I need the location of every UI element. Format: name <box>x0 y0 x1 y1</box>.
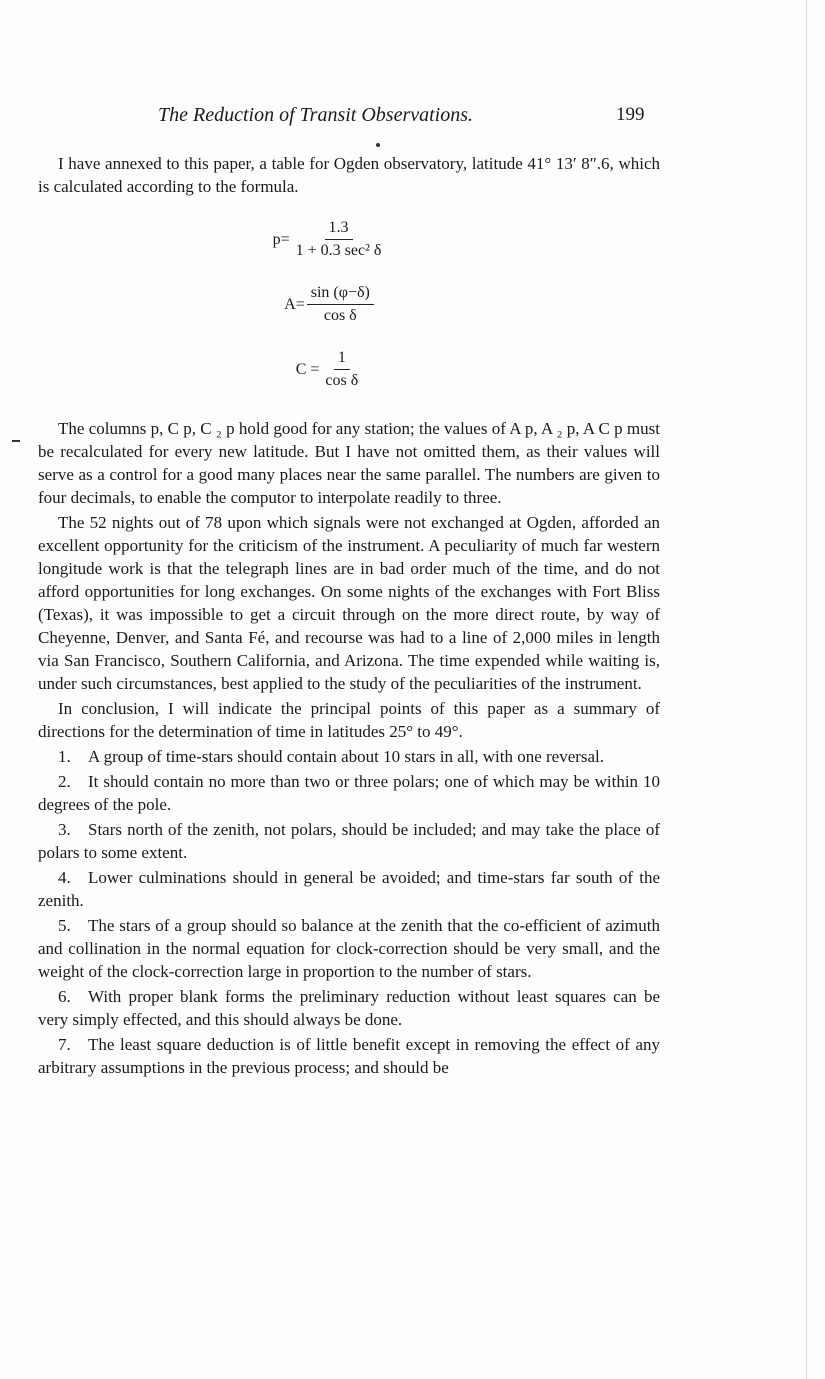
list-number: 5. <box>58 916 71 935</box>
formula-lhs: p= <box>272 231 290 248</box>
formula-fraction <box>307 283 374 326</box>
list-item <box>38 985 660 1031</box>
list-item <box>38 1033 660 1079</box>
formula-denominator: cos δ <box>323 307 357 324</box>
intro-paragraph: I have annexed to this paper, a table for Ogden observatory, latitude 41° 13′ 8″.6, which is calculated according to the formula. <box>38 154 660 196</box>
list-text: With proper blank forms the preliminary reduction without least squares can be very simply effected, and this should always be done. <box>38 987 660 1029</box>
formula-lhs: A= <box>284 296 305 313</box>
list-item <box>38 914 660 983</box>
list-text: Lower culminations should in general be avoided; and time-stars far south of the zenith. <box>38 868 660 910</box>
stray-dot-mark <box>376 143 380 147</box>
formula-fraction <box>321 348 362 391</box>
list-text: It should contain no more than two or three polars; one of which may be within 10 degrees of the pole. <box>38 772 660 814</box>
list-text: A group of time-stars should contain about 10 stars in all, with one reversal. <box>88 747 605 766</box>
page-edge-shadow <box>806 0 807 1379</box>
list-number: 3. <box>58 820 71 839</box>
paragraph-conclusion: In conclusion, I will indicate the principal points of this paper as a summary of directions for the determination of time in latitudes 25° to 49°. <box>38 699 660 741</box>
formula-lhs: C = <box>295 361 320 378</box>
list-text: The least square deduction is of little benefit except in removing the effect of any arbitrary assumptions in the previous process; and should be <box>38 1035 660 1077</box>
list-item <box>38 770 660 816</box>
list-number: 4. <box>58 868 71 887</box>
list-text: The stars of a group should so balance at the zenith that the co-efficient of azimuth and collination in the normal equation for clock-correction should be very small, and the weight of the clock-correction large in proportion to the number of stars. <box>38 916 660 981</box>
list-number: 1. <box>58 747 71 766</box>
margin-dash-mark <box>12 440 20 442</box>
paragraph-nights: The 52 nights out of 78 upon which signals were not exchanged at Ogden, afforded an excellent opportunity for the criticism of the instrument. A peculiarity of much far western longitude work is that the telegraph lines are in bad order much of the time, and do not afford opportunities for long exchanges. On some nights of the exchanges with Fort Bliss (Texas), it was impossible to get a circuit through on the more direct route, by way of Cheyenne, Denver, and Santa Fé, and recourse was had to a line of 2,000 miles in length via San Francisco, Southern California, and Arizona. The time expended while waiting is, under such circumstances, best applied to the study of the peculiarities of the instrument. <box>38 513 660 693</box>
formula-numerator: 1 <box>334 348 350 370</box>
list-number: 7. <box>58 1035 71 1054</box>
formula-block <box>38 218 660 391</box>
formula-c <box>38 348 660 391</box>
formula-denominator: cos δ <box>325 372 359 389</box>
formula-p <box>38 218 660 261</box>
list-number: 6. <box>58 987 71 1006</box>
page-number: 199 <box>616 104 645 125</box>
list-item <box>38 745 660 768</box>
list-item <box>38 818 660 864</box>
running-head: The Reduction of Transit Observations. <box>158 104 473 126</box>
list-number: 2. <box>58 772 71 791</box>
paragraph-columns: The columns p, C p, C ₂ p hold good for any station; the values of A p, A ₂ p, A C p must be recalculated for every new latitude. But I have not omitted them, as their values will serve as a control for a good many places near the same parallel. The numbers are given to four decimals, to enable the computor to interpolate readily to three. <box>38 419 660 507</box>
formula-fraction <box>292 218 386 261</box>
body-text <box>38 152 660 1079</box>
formula-denominator: 1 + 0.3 sec² δ <box>295 242 382 259</box>
list-item <box>38 866 660 912</box>
formula-numerator: sin (φ−δ) <box>307 283 374 305</box>
list-text: Stars north of the zenith, not polars, should be included; and may take the place of polars to some extent. <box>38 820 660 862</box>
formula-a <box>38 283 660 326</box>
formula-numerator: 1.3 <box>325 218 353 240</box>
